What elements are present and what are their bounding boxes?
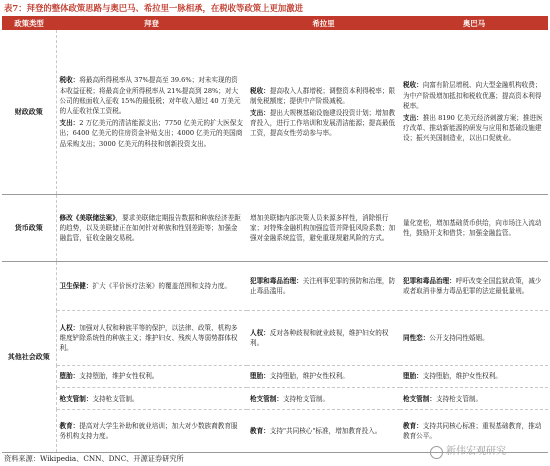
cell-key: 支出： <box>59 119 80 128</box>
cell-hillary-rights <box>247 310 400 365</box>
cell-key: 税收： <box>250 86 270 95</box>
cell-text: 公开支持同性婚姻。 <box>429 333 489 342</box>
table-row <box>2 195 548 262</box>
cell-text: 增加美联储内部决策人员来源多样性，消除银行家；对特殊金融机构加强监管并降低风险系数；加强对金融系统监管，避免重现规避风险的方式。 <box>250 213 396 243</box>
watermark <box>430 440 548 464</box>
cell-paragraph <box>60 118 245 149</box>
cell-text: 支持枪支管制。 <box>92 394 139 403</box>
cell-text: 关注刑事犯罪的预防和治理，防止毒品滥用。 <box>250 276 396 295</box>
cell-text: 将最高所得税率从 37%提高至 39.6%；对未实现的资本收益征税；将最高企业所得税率从 21%提高到 28%；对大公司的账面收入征收 15%的最低税；对年收入超过 40 万美元的人征收社保工资税。 <box>59 76 241 115</box>
header-hillary: 希拉里 <box>247 16 400 30</box>
cell-paragraph <box>403 421 545 441</box>
source-note: 资料来源：Wikipedia、CNN、DNC、开源证券研究所 <box>4 454 184 463</box>
cell-paragraph <box>250 426 397 436</box>
table-title: 表7：拜登的整体政策思路与奥巴马、希拉里一脉相承，在税收等政策上更加激进 <box>4 3 303 13</box>
cell-hillary-education <box>247 410 400 453</box>
cell-paragraph <box>250 86 397 106</box>
cell-paragraph <box>403 80 545 111</box>
cell-key: 堕胎： <box>59 372 80 381</box>
watermark-text: 新伟宏观研究 <box>446 446 506 457</box>
cell-text: 扩大《平价医疗法案》的覆盖范围和支持力度。 <box>92 281 231 290</box>
cell-text: 加强对人权和种族平等的保护，以法律、政策、机构多维度铲除系统性的种族主义；维护妇女、残疾人等弱势群体权利。 <box>59 323 238 352</box>
cell-paragraph <box>60 371 245 381</box>
cell-key: 堕胎： <box>403 372 423 381</box>
cell-paragraph <box>250 108 397 139</box>
cell-text: 提高收入人群增税；调整资本利得税率；限制免税额度；提供中产阶级减税。 <box>250 86 396 105</box>
cell-biden-abortion <box>56 365 247 387</box>
cell-paragraph <box>250 394 397 404</box>
cell-text: 提出大规模基础设施建设投资计划；增加教育投入，进行工作培训和发展清洁能源；提高最低工资，提高女性劳动参与率。 <box>250 108 396 138</box>
cell-paragraph <box>403 333 545 343</box>
table-row <box>2 310 548 365</box>
cell-text: 量化宽松，增加基础货币供给，向市场注入流动性，鼓励开支和借贷；加强金融监管。 <box>403 218 542 237</box>
cell-paragraph <box>250 328 397 348</box>
cell-obama-abortion <box>400 365 548 387</box>
cell-paragraph <box>60 213 245 244</box>
cell-key: 枪支管制： <box>403 394 436 403</box>
cell-text: ，要求美联储定期报告数据和种族经济差距的趋势，以及美联储正在如何针对种族和性别差距等；加强金融监管，征收金融交易税。 <box>59 213 241 243</box>
cell-key: 人权： <box>59 323 80 332</box>
cell-key: 修改《美联储法案》 <box>59 213 116 222</box>
cell-text: 向富有阶层增税、向大型金融机构收费；为中产阶级增加抵扣和税收优惠；提高资本利得税率。 <box>403 81 542 110</box>
cell-key: 税收： <box>403 81 423 90</box>
cell-paragraph <box>60 394 245 404</box>
cell-paragraph <box>403 113 545 144</box>
cell-text: 支持堕胎，维护女性权利。 <box>422 372 502 381</box>
policy-comparison-table <box>2 16 548 453</box>
cell-key: 卫生保健： <box>59 281 93 290</box>
cell-hillary-guns <box>247 388 400 410</box>
cell-paragraph <box>403 218 545 238</box>
cell-text: 2 万亿美元的清洁能源支出；7750 亿美元的扩大医保支出；6400 亿美元的住房资金补贴支出；4000 亿美元的美国商品采购支出；3000 亿美元的科技和创新投资支出。 <box>59 119 243 148</box>
cell-text: 呼吁改变全国监狱政策，减少或者取消非暴力毒品犯罪的法定最低量刑。 <box>403 276 542 295</box>
category-social: 其他社会政策 <box>2 261 56 452</box>
cell-key: 同性恋： <box>403 333 430 342</box>
table-row <box>2 388 548 410</box>
cell-text: 提高对大学生补助和就业培训；加大对少数族裔教育服务机构支持力度。 <box>59 422 238 441</box>
cell-paragraph <box>250 213 397 244</box>
table-row <box>2 365 548 387</box>
cell-paragraph <box>250 371 397 381</box>
cell-obama-health <box>400 261 548 310</box>
cell-paragraph <box>250 276 397 296</box>
cell-hillary-monetary <box>247 195 400 262</box>
table-row <box>2 30 548 195</box>
cell-text: 支持枪支管制。 <box>282 394 330 403</box>
cell-biden-rights <box>56 310 247 365</box>
cell-biden-guns <box>56 388 247 410</box>
cell-key: 教育： <box>403 422 423 431</box>
cell-biden-fiscal <box>56 30 247 195</box>
cell-text: 支持枪支管制。 <box>435 394 483 403</box>
cell-key: 教育： <box>59 422 80 431</box>
cell-paragraph <box>60 421 245 441</box>
wechat-logo-icon <box>430 446 443 459</box>
cell-paragraph <box>60 323 245 354</box>
category-fiscal: 财政政策 <box>2 30 56 195</box>
cell-obama-guns <box>400 388 548 410</box>
cell-paragraph <box>403 371 545 381</box>
cell-key: 枪支管制： <box>59 394 93 403</box>
cell-biden-health <box>56 261 247 310</box>
cell-paragraph <box>60 75 245 116</box>
cell-key: 堕胎： <box>250 372 270 381</box>
cell-obama-fiscal <box>400 30 548 195</box>
cell-key: 枪支管制： <box>250 394 283 403</box>
header-obama: 奥巴马 <box>400 16 548 30</box>
cell-paragraph <box>403 394 545 404</box>
cell-key: 人权： <box>250 328 270 337</box>
cell-key: 犯罪和毒品治理： <box>403 276 456 285</box>
cell-key: 教育： <box>250 427 270 436</box>
cell-text: 支持堕胎，维护女性权利。 <box>79 372 159 381</box>
cell-hillary-abortion <box>247 365 400 387</box>
cell-hillary-health <box>247 261 400 310</box>
cell-text: 支持堕胎，维护女性权利。 <box>269 372 349 381</box>
table-header-row <box>2 16 548 30</box>
cell-key: 支出： <box>403 114 423 123</box>
category-monetary: 货币政策 <box>2 195 56 262</box>
cell-key: 支出： <box>250 108 270 117</box>
cell-obama-monetary <box>400 195 548 262</box>
cell-obama-rights <box>400 310 548 365</box>
cell-paragraph <box>403 276 545 296</box>
cell-hillary-fiscal <box>247 30 400 195</box>
header-policy-type: 政策类型 <box>2 16 56 30</box>
cell-key: 税收： <box>59 76 80 85</box>
cell-biden-monetary <box>56 195 247 262</box>
cell-text: 支持共同核心标准；重视基础教育，推动教育公平。 <box>403 422 542 441</box>
cell-text: 反对各种歧视和就业歧视，维护妇女的权利。 <box>250 328 389 347</box>
cell-biden-education <box>56 410 247 453</box>
table-row <box>2 261 548 310</box>
cell-text: 推出 8190 亿美元经济刺激方案；推进医疗改革、推动新能源的研发与应用和基础设施建设；振兴美国制造业，以出口促就业。 <box>403 114 543 143</box>
cell-key: 犯罪和毒品治理： <box>250 276 303 285</box>
cell-text: 支持"共同核心"标准，增加教育投入。 <box>269 427 382 436</box>
header-biden: 拜登 <box>56 16 247 30</box>
cell-paragraph <box>60 281 245 291</box>
